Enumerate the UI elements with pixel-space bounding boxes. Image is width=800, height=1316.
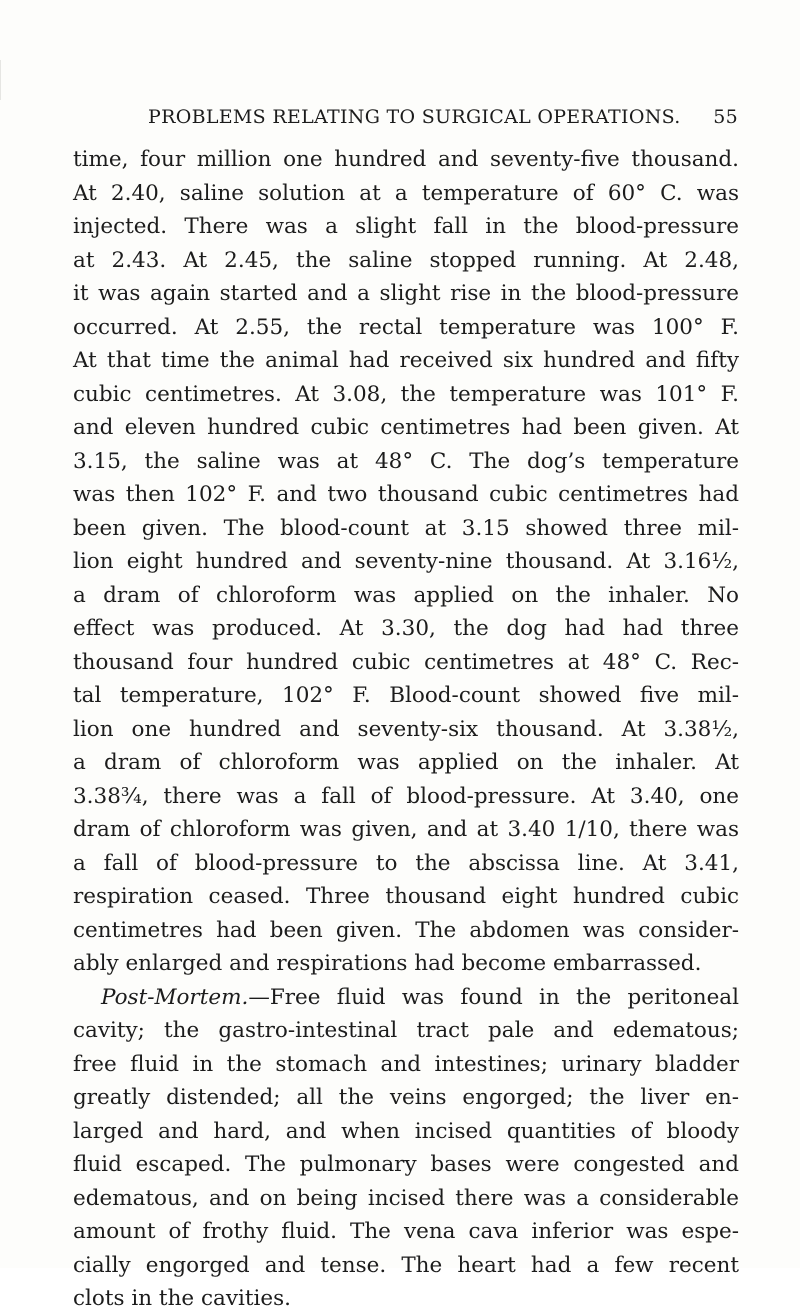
text-line: fluid escaped. The pulmonary bases were congested and [73,1152,739,1177]
text-line: at 2.43. At 2.45, the saline stopped running. At 2.48, [73,247,739,273]
text-line: 3.15, the saline was at 48° C. The dog’s temperature [73,448,739,474]
running-title: PROBLEMS RELATING TO SURGICAL OPERATIONS. [148,106,681,128]
page-number: 55 [713,106,738,128]
text-line: greatly distended; all the veins engorged; the liver en- [73,1085,739,1110]
text-line: edematous, and on being incised there was a considerable [73,1185,739,1211]
running-header [148,106,738,132]
text-line: effect was produced. At 3.30, the dog had had three [73,616,739,641]
postmortem-heading: Post-Mortem. [101,984,249,1010]
text-line: centimetres had been given. The abdomen was consider- [73,917,739,943]
postmortem-first-line-text: —Free fluid was found in the peritoneal [248,984,739,1010]
text-line: lion one hundred and seventy-six thousand. At 3.38½, [73,716,739,742]
text-line: clots in the cavities. [73,1286,291,1311]
text-line: injected. There was a slight fall in the blood-pressure [73,214,739,239]
text-line: larged and hard, and when incised quantities of bloody [73,1118,739,1144]
text-line: lion eight hundred and seventy-nine thousand. At 3.16½, [73,549,739,574]
postmortem-first-line [73,981,739,1015]
text-line: was then 102° F. and two thousand cubic centimetres had [73,482,739,507]
text-line: amount of frothy fluid. The vena cava inferior was espe- [73,1219,739,1244]
body-text [73,143,739,1316]
text-line: At that time the animal had received six hundred and fifty [73,348,739,373]
text-line: 3.38¾, there was a fall of blood-pressure. At 3.40, one [73,783,739,809]
text-line: a fall of blood-pressure to the abscissa line. At 3.41, [73,850,739,876]
text-line: occurred. At 2.55, the rectal temperature was 100° F. [73,314,739,340]
text-line: and eleven hundred cubic centimetres had been given. At [73,415,739,440]
page-edge-mark [0,60,7,100]
text-line: free fluid in the stomach and intestines; urinary bladder [73,1051,739,1077]
text-line: cavity; the gastro-intestinal tract pale and edematous; [73,1018,739,1043]
text-line: a dram of chloroform was applied on the inhaler. At [73,750,739,775]
text-line: time, four million one hundred and seventy-five thousand. [73,147,739,172]
text-line: dram of chloroform was given, and at 3.40 1/10, there was [73,817,739,842]
text-line: At 2.40, saline solution at a temperature of 60° C. was [73,180,739,206]
text-line: thousand four hundred cubic centimetres at 48° C. Rec- [73,649,739,675]
text-line: been given. The blood-count at 3.15 showed three mil- [73,515,739,541]
text-line: respiration ceased. Three thousand eight hundred cubic [73,884,739,909]
text-line: it was again started and a slight rise in the blood-pressure [73,281,739,306]
text-line: a dram of chloroform was applied on the inhaler. No [73,582,739,608]
text-line: tal temperature, 102° F. Blood-count showed five mil- [73,683,739,708]
text-line: cially engorged and tense. The heart had a few recent [73,1252,739,1278]
text-line: cubic centimetres. At 3.08, the temperature was 101° F. [73,381,739,407]
text-line: ably enlarged and respirations had become embarrassed. [73,951,702,976]
